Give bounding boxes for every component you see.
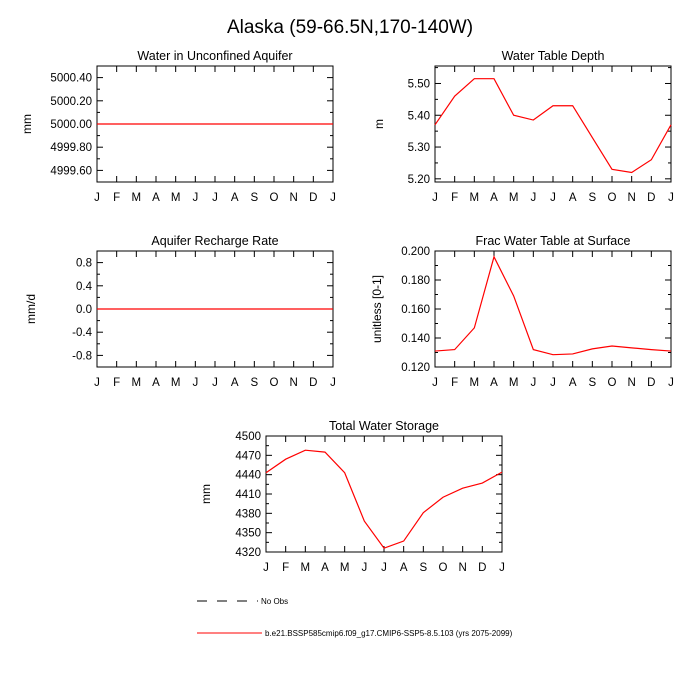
x-tick-label: J bbox=[212, 192, 218, 204]
x-tick-label: J bbox=[550, 192, 556, 204]
x-tick-label: M bbox=[469, 192, 480, 204]
y-tick-label: 0.8 bbox=[76, 257, 92, 270]
y-tick-label: 0.120 bbox=[401, 362, 430, 374]
y-axis-label: mm bbox=[199, 484, 213, 504]
x-tick-label: A bbox=[230, 377, 239, 389]
x-tick-label: M bbox=[339, 562, 350, 574]
panel-title: Water in Unconfined Aquifer bbox=[137, 49, 293, 63]
panel-title: Total Water Storage bbox=[328, 419, 440, 433]
chart-panel-5 bbox=[199, 419, 505, 574]
y-tick-label: 5.20 bbox=[407, 173, 430, 186]
x-tick-label: J bbox=[212, 377, 218, 389]
legend-item-1 bbox=[197, 597, 288, 606]
x-tick-label: O bbox=[607, 192, 617, 204]
plot-frame bbox=[435, 251, 671, 367]
x-tick-label: M bbox=[508, 377, 519, 389]
chart-panel-3 bbox=[24, 234, 336, 389]
x-tick-label: A bbox=[399, 562, 408, 574]
x-tick-label: A bbox=[568, 377, 577, 389]
y-tick-label: 5.40 bbox=[407, 110, 430, 123]
x-tick-label: J bbox=[361, 562, 368, 574]
x-tick-label: D bbox=[478, 562, 487, 574]
x-tick-label: A bbox=[152, 192, 160, 204]
x-tick-label: A bbox=[490, 192, 498, 204]
x-tick-label: F bbox=[113, 192, 121, 204]
y-tick-label: -0.4 bbox=[72, 327, 92, 340]
x-tick-label: F bbox=[451, 377, 459, 389]
legend-item-2 bbox=[197, 629, 513, 638]
x-tick-label: D bbox=[309, 377, 318, 389]
y-tick-label: -0.8 bbox=[72, 350, 92, 363]
chart-panel-2 bbox=[372, 49, 674, 204]
x-tick-label: S bbox=[588, 192, 597, 204]
series-line bbox=[435, 79, 671, 173]
y-tick-label: 5000.20 bbox=[50, 95, 92, 108]
y-tick-label: 5000.40 bbox=[50, 72, 92, 85]
x-tick-label: J bbox=[499, 562, 505, 574]
x-tick-label: J bbox=[530, 377, 537, 389]
y-tick-label: 4410 bbox=[235, 489, 261, 501]
y-tick-label: 5.50 bbox=[407, 78, 430, 91]
y-axis-label: unitless [0-1] bbox=[370, 274, 384, 344]
series-line bbox=[435, 257, 671, 355]
legend bbox=[197, 597, 513, 638]
x-tick-label: D bbox=[647, 377, 656, 389]
x-tick-label: O bbox=[269, 377, 279, 389]
x-tick-label: J bbox=[550, 377, 556, 389]
x-tick-label: J bbox=[668, 377, 674, 389]
x-tick-label: M bbox=[469, 377, 480, 389]
y-tick-label: 0.200 bbox=[401, 246, 430, 258]
x-tick-label: S bbox=[250, 377, 259, 389]
x-tick-label: J bbox=[192, 192, 199, 204]
x-tick-label: D bbox=[309, 192, 318, 204]
x-tick-label: F bbox=[451, 192, 459, 204]
x-tick-label: N bbox=[289, 192, 298, 204]
x-tick-label: O bbox=[607, 377, 617, 389]
x-tick-label: J bbox=[432, 192, 438, 204]
x-tick-label: J bbox=[94, 377, 100, 389]
x-tick-label: N bbox=[627, 377, 636, 389]
x-tick-label: N bbox=[289, 377, 298, 389]
x-tick-label: J bbox=[668, 192, 674, 204]
x-tick-label: N bbox=[458, 562, 467, 574]
x-tick-label: F bbox=[282, 562, 290, 574]
y-tick-label: 4999.60 bbox=[50, 165, 92, 178]
x-tick-label: J bbox=[330, 192, 336, 204]
x-tick-label: A bbox=[321, 562, 329, 574]
y-tick-label: 4380 bbox=[235, 508, 261, 521]
y-tick-label: 0.4 bbox=[76, 280, 92, 293]
x-tick-label: M bbox=[131, 377, 142, 389]
x-tick-label: A bbox=[230, 192, 239, 204]
series-line bbox=[266, 450, 502, 548]
x-tick-label: A bbox=[152, 377, 160, 389]
chart-panel-4 bbox=[370, 234, 674, 389]
x-tick-label: J bbox=[192, 377, 199, 389]
panel-title: Frac Water Table at Surface bbox=[475, 234, 631, 248]
x-tick-label: M bbox=[170, 377, 181, 389]
x-tick-label: M bbox=[170, 192, 181, 204]
x-tick-label: J bbox=[432, 377, 438, 389]
x-tick-label: J bbox=[330, 377, 336, 389]
legend-label: No Obs bbox=[261, 597, 289, 606]
y-tick-label: 0.140 bbox=[401, 333, 430, 345]
y-tick-label: 4440 bbox=[235, 469, 261, 482]
x-tick-label: M bbox=[508, 192, 519, 204]
panels bbox=[20, 49, 674, 574]
y-axis-label: m bbox=[372, 119, 386, 129]
x-tick-label: A bbox=[568, 192, 577, 204]
x-tick-label: O bbox=[269, 192, 279, 204]
panel-title: Aquifer Recharge Rate bbox=[151, 234, 279, 248]
y-tick-label: 0.0 bbox=[76, 304, 92, 316]
y-tick-label: 4999.80 bbox=[50, 142, 92, 155]
x-tick-label: S bbox=[419, 562, 428, 574]
x-tick-label: N bbox=[627, 192, 636, 204]
y-axis-label: mm bbox=[20, 114, 34, 134]
x-tick-label: S bbox=[588, 377, 597, 389]
x-tick-label: J bbox=[530, 192, 537, 204]
plot-frame bbox=[435, 66, 671, 182]
y-tick-label: 4470 bbox=[235, 450, 261, 463]
x-tick-label: D bbox=[647, 192, 656, 204]
y-tick-label: 4500 bbox=[235, 431, 261, 443]
y-tick-label: 0.180 bbox=[401, 275, 430, 287]
y-tick-label: 4320 bbox=[235, 547, 261, 559]
y-axis-label: mm/d bbox=[24, 294, 38, 324]
panel-title: Water Table Depth bbox=[501, 49, 605, 63]
y-tick-label: 5.30 bbox=[407, 142, 430, 155]
x-tick-label: J bbox=[263, 562, 269, 574]
x-tick-label: J bbox=[94, 192, 100, 204]
x-tick-label: J bbox=[381, 562, 387, 574]
legend-label: b.e21.BSSP585cmip6.f09_g17.CMIP6-SSP5-8.5.103 (yrs 2075-2099) bbox=[265, 629, 513, 638]
y-tick-label: 5000.00 bbox=[50, 119, 92, 131]
x-tick-label: A bbox=[490, 377, 498, 389]
x-tick-label: M bbox=[131, 192, 142, 204]
x-tick-label: F bbox=[113, 377, 121, 389]
plot-frame bbox=[266, 436, 502, 552]
y-tick-label: 0.160 bbox=[401, 304, 430, 316]
x-tick-label: M bbox=[300, 562, 311, 574]
y-tick-label: 4350 bbox=[235, 527, 261, 540]
chart-panel-1 bbox=[20, 49, 336, 204]
figure-title: Alaska (59-66.5N,170-140W) bbox=[226, 17, 474, 38]
x-tick-label: O bbox=[438, 562, 448, 574]
x-tick-label: S bbox=[250, 192, 259, 204]
